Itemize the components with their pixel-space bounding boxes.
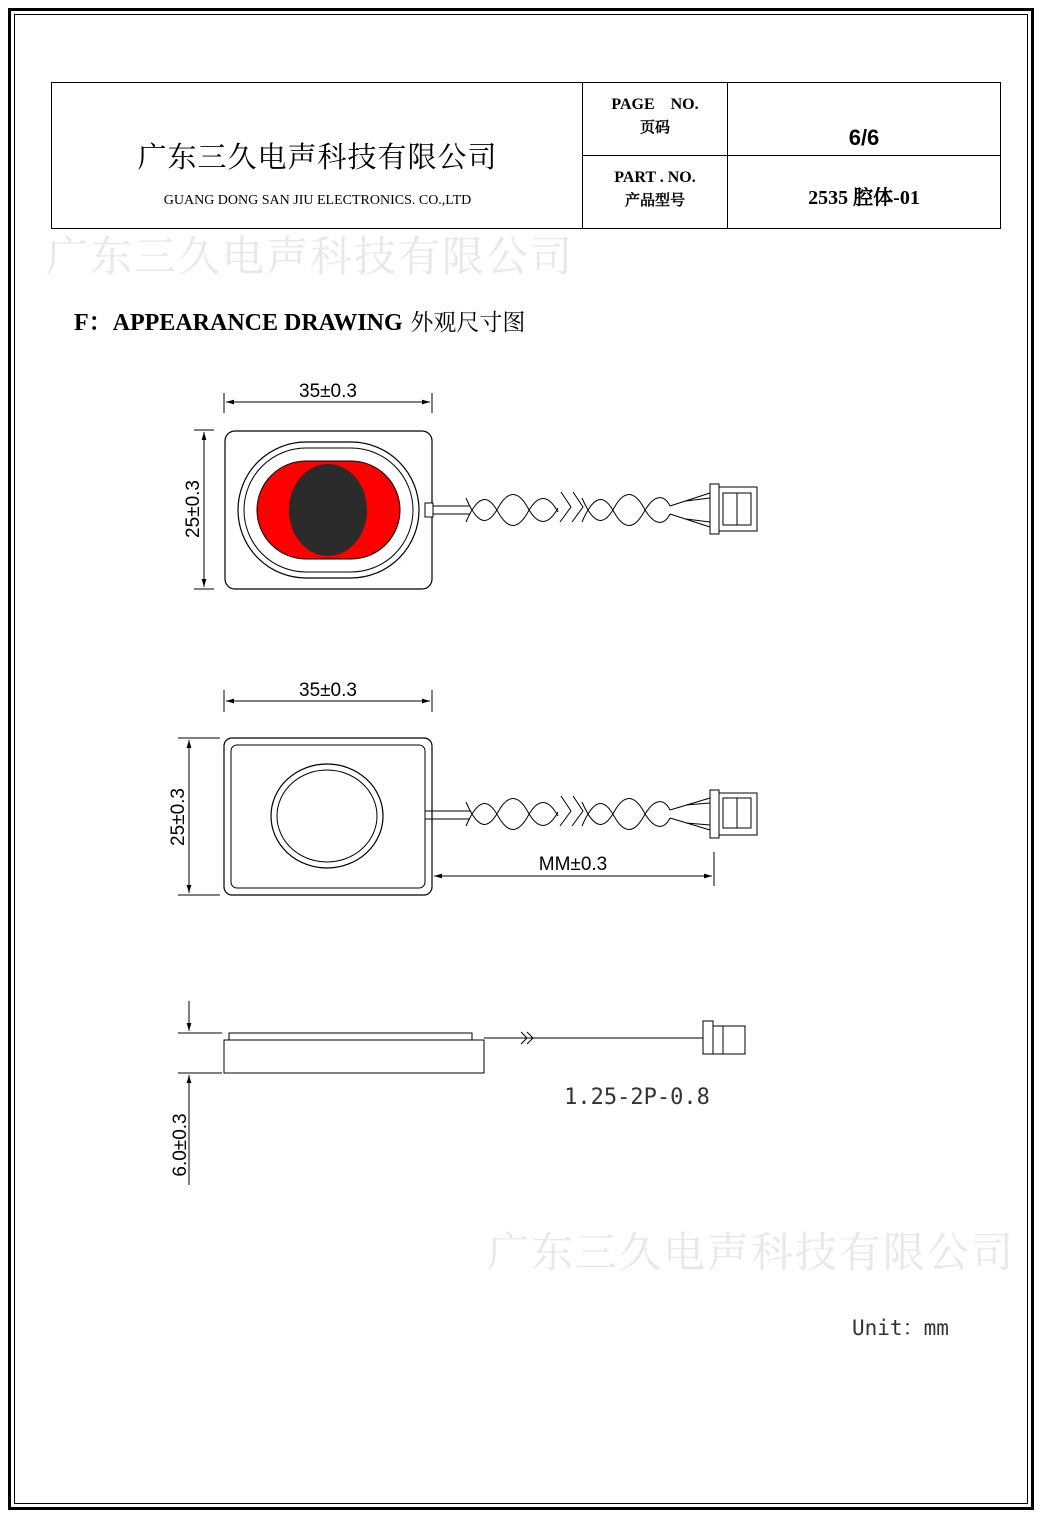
connector-spec: 1.25-2P-0.8 bbox=[564, 1085, 710, 1110]
cable-length-dim: MM±0.3 bbox=[538, 854, 608, 875]
side-view bbox=[170, 1001, 745, 1185]
top-height-dim: 25±0.3 bbox=[183, 480, 204, 538]
top-width-dim: 35±0.3 bbox=[299, 381, 357, 402]
part-no-value: 2535 腔体-01 bbox=[808, 187, 920, 209]
front-view bbox=[168, 680, 757, 895]
section-title-cn: 外观尺寸图 bbox=[410, 310, 526, 336]
page-no-label-en: PAGE NO. bbox=[611, 96, 699, 113]
watermark-top: 广东三久电声科技有限公司 bbox=[46, 232, 575, 281]
front-height-dim: 25±0.3 bbox=[168, 788, 189, 846]
company-name-cn: 广东三久电声科技有限公司 bbox=[137, 140, 498, 174]
page-no-value: 6/6 bbox=[848, 125, 880, 150]
speaker-cone bbox=[289, 464, 367, 556]
section-title-en: F：APPEARANCE DRAWING bbox=[74, 310, 403, 336]
watermark-bottom: 广东三久电声科技有限公司 bbox=[487, 1228, 1016, 1277]
page-no-label-cn: 页码 bbox=[639, 118, 670, 136]
company-name-en: GUANG DONG SAN JIU ELECTRONICS. CO.,LTD bbox=[163, 193, 472, 208]
part-no-label-en: PART . NO. bbox=[614, 169, 696, 186]
thickness-dim: 6.0±0.3 bbox=[170, 1113, 191, 1177]
top-view bbox=[183, 381, 757, 589]
front-width-dim: 35±0.3 bbox=[299, 680, 357, 701]
unit-label: Unit：mm bbox=[852, 1316, 949, 1340]
part-no-label-cn: 产品型号 bbox=[624, 191, 685, 209]
